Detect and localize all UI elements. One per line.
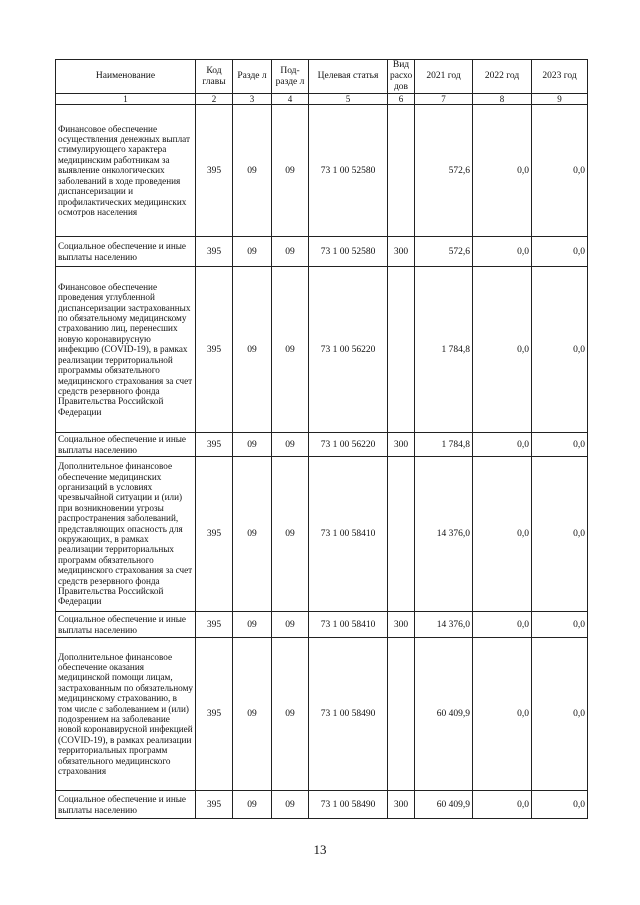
budget-table: [55, 59, 588, 819]
column-number: 5: [309, 94, 388, 105]
row-name: Финансовое обеспечение осуществления денежных выплат стимулирующего характера медицинским работникам за выявление онкологических заболеваний в ходе проведения диспансеризации и профилактических медицинских осмотров населения: [56, 105, 196, 237]
table-row: [56, 105, 588, 237]
row-type: 300: [388, 612, 415, 638]
row-target: 73 1 00 52580: [309, 105, 388, 237]
row-subsection: 09: [272, 237, 309, 267]
row-target: 73 1 00 56220: [309, 433, 388, 457]
row-name: Социальное обеспечение и иные выплаты населению: [56, 433, 196, 457]
header-code: Код главы: [196, 60, 233, 94]
row-code: 395: [196, 267, 233, 433]
row-subsection: 09: [272, 791, 309, 819]
column-number: 4: [272, 94, 309, 105]
row-subsection: 09: [272, 638, 309, 791]
header-2022: 2022 год: [473, 60, 532, 94]
row-2022: 0,0: [473, 105, 532, 237]
row-type: [388, 457, 415, 612]
row-2023: 0,0: [532, 267, 588, 433]
row-2022: 0,0: [473, 791, 532, 819]
header-subsection: Под-разде л: [272, 60, 309, 94]
table-row: [56, 237, 588, 267]
row-subsection: 09: [272, 267, 309, 433]
row-type: 300: [388, 791, 415, 819]
row-code: 395: [196, 791, 233, 819]
row-name: Социальное обеспечение и иные выплаты населению: [56, 612, 196, 638]
table-row: [56, 267, 588, 433]
header-row: [56, 60, 588, 94]
row-2023: 0,0: [532, 791, 588, 819]
row-name: Дополнительное финансовое обеспечение медицинских организаций в условиях чрезвычайной ситуации и (или) при возникновении угрозы распространения заболеваний, представляющих опасность для окружающих, в рамках реализации территориальных программ обязательного медицинского страхования за счет средств резервного фонда Правительства Российской Федерации: [56, 457, 196, 612]
row-2021: 14 376,0: [415, 457, 473, 612]
row-section: 09: [233, 267, 272, 433]
column-number: 7: [415, 94, 473, 105]
row-section: 09: [233, 457, 272, 612]
row-2021: 572,6: [415, 105, 473, 237]
row-2023: 0,0: [532, 612, 588, 638]
row-section: 09: [233, 105, 272, 237]
row-2023: 0,0: [532, 433, 588, 457]
row-section: 09: [233, 237, 272, 267]
column-number: 1: [56, 94, 196, 105]
row-name: Социальное обеспечение и иные выплаты населению: [56, 237, 196, 267]
table-row: [56, 791, 588, 819]
row-2021: 60 409,9: [415, 638, 473, 791]
row-target: 73 1 00 58410: [309, 457, 388, 612]
row-section: 09: [233, 612, 272, 638]
row-2021: 14 376,0: [415, 612, 473, 638]
row-type: [388, 638, 415, 791]
row-subsection: 09: [272, 457, 309, 612]
row-2021: 1 784,8: [415, 267, 473, 433]
row-2022: 0,0: [473, 612, 532, 638]
row-2022: 0,0: [473, 267, 532, 433]
row-type: 300: [388, 433, 415, 457]
row-2023: 0,0: [532, 105, 588, 237]
row-2023: 0,0: [532, 638, 588, 791]
row-target: 73 1 00 52580: [309, 237, 388, 267]
row-section: 09: [233, 791, 272, 819]
column-number: 8: [473, 94, 532, 105]
table-row: [56, 457, 588, 612]
row-subsection: 09: [272, 612, 309, 638]
row-target: 73 1 00 58490: [309, 791, 388, 819]
row-2021: 60 409,9: [415, 791, 473, 819]
table-row: [56, 433, 588, 457]
table-row: [56, 638, 588, 791]
row-subsection: 09: [272, 433, 309, 457]
row-2022: 0,0: [473, 457, 532, 612]
row-section: 09: [233, 433, 272, 457]
row-type: [388, 267, 415, 433]
row-code: 395: [196, 237, 233, 267]
column-number: 9: [532, 94, 588, 105]
row-code: 395: [196, 612, 233, 638]
row-code: 395: [196, 105, 233, 237]
header-section: Разде л: [233, 60, 272, 94]
row-2021: 1 784,8: [415, 433, 473, 457]
column-number-row: [56, 94, 588, 105]
row-2023: 0,0: [532, 457, 588, 612]
row-code: 395: [196, 457, 233, 612]
row-2022: 0,0: [473, 433, 532, 457]
row-section: 09: [233, 638, 272, 791]
column-number: 2: [196, 94, 233, 105]
row-2022: 0,0: [473, 638, 532, 791]
row-name: Дополнительное финансовое обеспечение оказания медицинской помощи лицам, застрахованным по обязательному медицинскому страхованию, в том числе с заболеванием и (или) подозрением на заболевание новой коронавирусной инфекцией (COVID-19), в рамках реализации территориальных программ обязательного медицинского страхования: [56, 638, 196, 791]
row-target: 73 1 00 58410: [309, 612, 388, 638]
table-row: [56, 612, 588, 638]
header-name: Наименование: [56, 60, 196, 94]
header-target: Целевая статья: [309, 60, 388, 94]
row-2022: 0,0: [473, 237, 532, 267]
row-name: Социальное обеспечение и иные выплаты населению: [56, 791, 196, 819]
row-code: 395: [196, 638, 233, 791]
row-subsection: 09: [272, 105, 309, 237]
page-number: 13: [313, 842, 327, 857]
column-number: 6: [388, 94, 415, 105]
header-2023: 2023 год: [532, 60, 588, 94]
column-number: 3: [233, 94, 272, 105]
row-type: 300: [388, 237, 415, 267]
row-target: 73 1 00 56220: [309, 267, 388, 433]
header-type: Вид расхо дов: [388, 60, 415, 94]
row-2023: 0,0: [532, 237, 588, 267]
row-2021: 572,6: [415, 237, 473, 267]
row-target: 73 1 00 58490: [309, 638, 388, 791]
header-2021: 2021 год: [415, 60, 473, 94]
row-type: [388, 105, 415, 237]
row-code: 395: [196, 433, 233, 457]
row-name: Финансовое обеспечение проведения углубленной диспансеризации застрахованных по обязательному медицинскому страхованию лиц, перенесших новую коронавирусную инфекцию (COVID-19), в рамках реализации территориальной программы обязательного медицинского страхования за счет средств резервного фонда Правительства Российской Федерации: [56, 267, 196, 433]
